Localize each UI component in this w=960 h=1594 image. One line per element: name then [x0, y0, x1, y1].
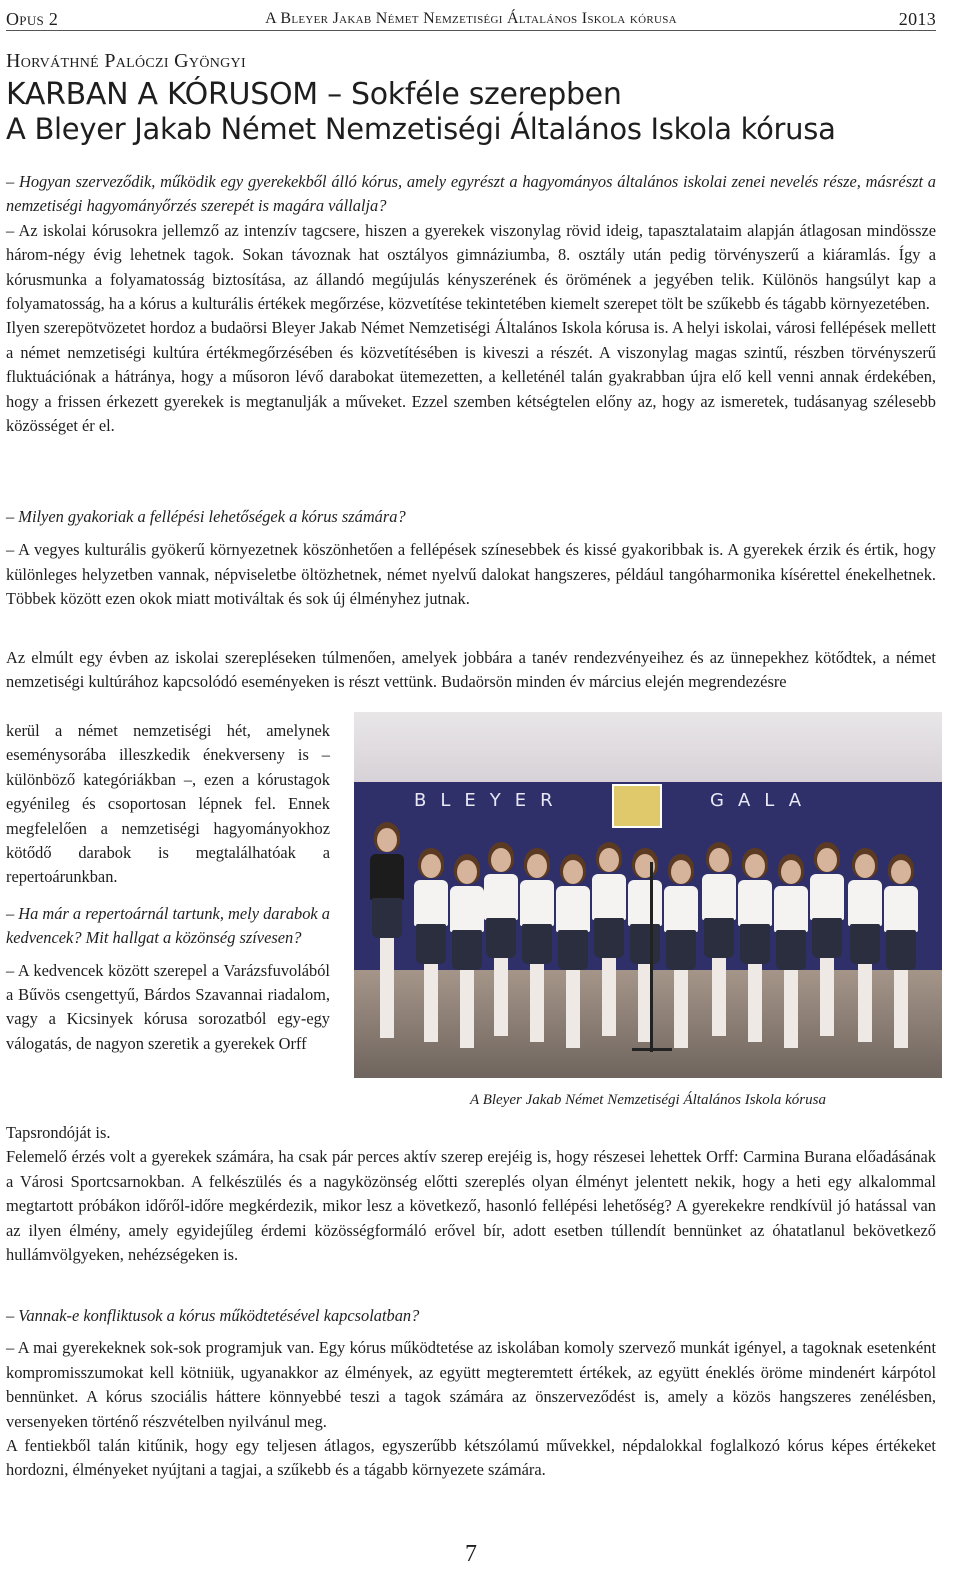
paragraph-events-intro [6, 646, 936, 695]
banner-text-right: GALA [710, 790, 816, 811]
banner-text-left: BLEYER [414, 790, 567, 811]
banner-emblem-icon [612, 784, 662, 828]
interview-section-1 [6, 170, 936, 438]
microphone-stand [650, 862, 653, 1052]
microphone-stand-base [632, 1048, 672, 1051]
question-1: – Hogyan szerveződik, működik egy gyerekekből álló kórus, amely egyrészt a hagyományos általános iskolai zenei nevelés része, másrészt a nemzetiségi hagyományőrzés szerepét is magára vállalja? [6, 172, 936, 216]
running-header [6, 6, 936, 31]
question-3: – Ha már a repertoárnál tartunk, mely darabok a kedvencek? Mit hallgat a közönség szívesen? [6, 903, 330, 948]
article-title: KARBAN A KÓRUSOM – Sokféle szerepben [6, 77, 622, 112]
question-4: – Vannak-e konfliktusok a kórus működtetésével kapcsolatban? [6, 1306, 420, 1325]
narrow-column [6, 719, 330, 1056]
page [6, 0, 936, 1594]
answer-3: – A kedvencek között szerepel a Varázsfuvolából a Bűvös csengettyű, Bárdos Szavannai riadalom, vagy a Kicsinyek kórusa sorozatból egy-egy válogatás, de nagyon szeretik a gyerekek Orff [6, 960, 330, 1053]
answer-4: – A mai gyerekeknek sok-sok programjuk van. Egy kórus működtetése az iskolában komoly szervező munkát igényel, a tagoknak esetenként kompromisszumokat kell kötniük, ugyanakkor az élmények, az együtt megteremtett értékek, az együtt éneklés öröme mindenért kárpótol bennünket. A kórus szociális háttere könnyebbé teszi a tagok számára az önszerveződést is, amely a közös hangszeres zenélésben, versenyeken történő részvételben nyilvánul meg. [6, 1338, 936, 1431]
closing-paragraph: A fentiekből talán kitűnik, hogy egy teljesen átlagos, egyszerűbb kétszólamú művekkel, népdalokkal foglalkozó kórus képes értékeket hordozni, élményeket nyújtani a tagjai, a szűkebb és a tágabb környezete számára. [6, 1436, 936, 1480]
choir-photo-figure [354, 712, 942, 1109]
interview-section-2 [6, 505, 936, 612]
photo-caption: A Bleyer Jakab Német Nemzetiségi Általános Iskola kórusa [470, 1092, 826, 1108]
answer-3-tail: Tapsrondóját is. [6, 1123, 111, 1142]
header-issue: Opus 2 [6, 9, 59, 29]
article-subtitle: A Bleyer Jakab Német Nemzetiségi Általános Iskola kórusa [6, 112, 836, 146]
answer-1-continued: Ilyen szerepötvözetet hordoz a budaörsi Bleyer Jakab Német Nemzetiségi Általános Iskola kórusa is. A helyi iskolai, városi fellépések mellett a német nemzetiségi kultúra értékmegőrzésében és közvetítésében is kiveszi a részét. A viszonylag magas szintű, részben törvényszerű fluktuációnak a hátránya, hogy a műsoron lévő darabokat ütemezetten, a kelleténél talán gyakrabban újra elő kell venni annak érdekében, hogy a frissen érkezett gyerekek is megtanulják a műveket. Ezzel szemben kétségtelen előny az, hogy az ismeretek, tudásanyag szélesebb közösséget ér el. [6, 318, 936, 436]
header-year: 2013 [898, 9, 936, 29]
answer-2: – A vegyes kulturális gyökerű környezetnek köszönhetően a fellépések színesebbek és kissé gyakoribbak is. A gyerekek érzik és értik, hogy különleges helyzetben vannak, népviseletbe öltözhetnek, német nyelvű dalokat hangszeres, például tangóharmonika kísérettel énekelhetnek. Többek között ezen okok miatt motiváltak és sok új élményhez jutnak. [6, 540, 936, 609]
choir-photo [354, 712, 942, 1078]
paragraph-events: Az elmúlt egy évben az iskolai szerepléseken túlmenően, amelyek jobbára a tanév rendezvényeihez és az ünnepekhez kötődtek, a német nemzetiségi kultúrához kapcsolódó eseményeken is részt vettünk. Budaörsön minden év március elején megrendezésre [6, 648, 936, 692]
answer-1: – Az iskolai kórusokra jellemző az intenzív tagcsere, hiszen a gyerekek viszonylag rövid ideig, tapasztalataim alapján átlagosan mindössze három-négy évig lehetnek tagok. Sokan távoznak hat osztályos gimnáziumba, 8. osztály után pedig törvényszerű a kiáramlás. Így a kórusmunka a folyamatosság biztosítása, az állandó megújulás kényszerének és örömének a jegyében telik. Különös hangsúlyt kap a folyamatosság, ha a kórus a kulturális értékek megőrzése, közvetítése tekintetében kiemelt szerepet tölt be szűkebb és tágabb környezetében. [6, 220, 936, 314]
page-number: 7 [465, 1541, 477, 1567]
article-author: Horváthné Palóczi Gyöngyi [6, 50, 246, 72]
question-2: – Milyen gyakoriak a fellépési lehetőségek a kórus számára? [6, 507, 406, 526]
interview-section-4 [6, 1304, 936, 1483]
answer-3-tail-block [6, 1121, 936, 1267]
paragraph-events-continued: kerül a német nemzetiségi hét, amelynek eseménysorába illeszkedik énekverseny is – különböző kategóriákban –, ezen a kórustagok egyénileg és csoportosan lépnek fel. Ennek megfelelően a nemzetiségi hagyományokhoz kötődő darabok is megtalálhatóak a repertoárunkban. [6, 721, 330, 887]
header-title: A Bleyer Jakab Német Nemzetiségi Általános Iskola kórusa [265, 10, 677, 27]
paragraph-carmina-burana: Felemelő érzés volt a gyerekek számára, ha csak pár perces aktív szerep erejéig is, hogy részesei lehettek Orff: Carmina Burana előadásának a Városi Sportcsarnokban. A felkészülés és a nagyközönség előtti szereplés olyan élményt jelentett nekik, hogy a heti egy alkalommal megtartott próbákon időről-időre megkérdezik, mikor lesz a következő, hasonló fellépési lehetőség? A gyerekekre rendkívül jó hatással van az ilyen élmény, amely egyidejűleg érdemi közösségformáló erővel bír, adott esetben túllendít bennünket az óhatatlanul bekövetkező hullámvölgyeken, nehézségeken is. [6, 1147, 936, 1265]
